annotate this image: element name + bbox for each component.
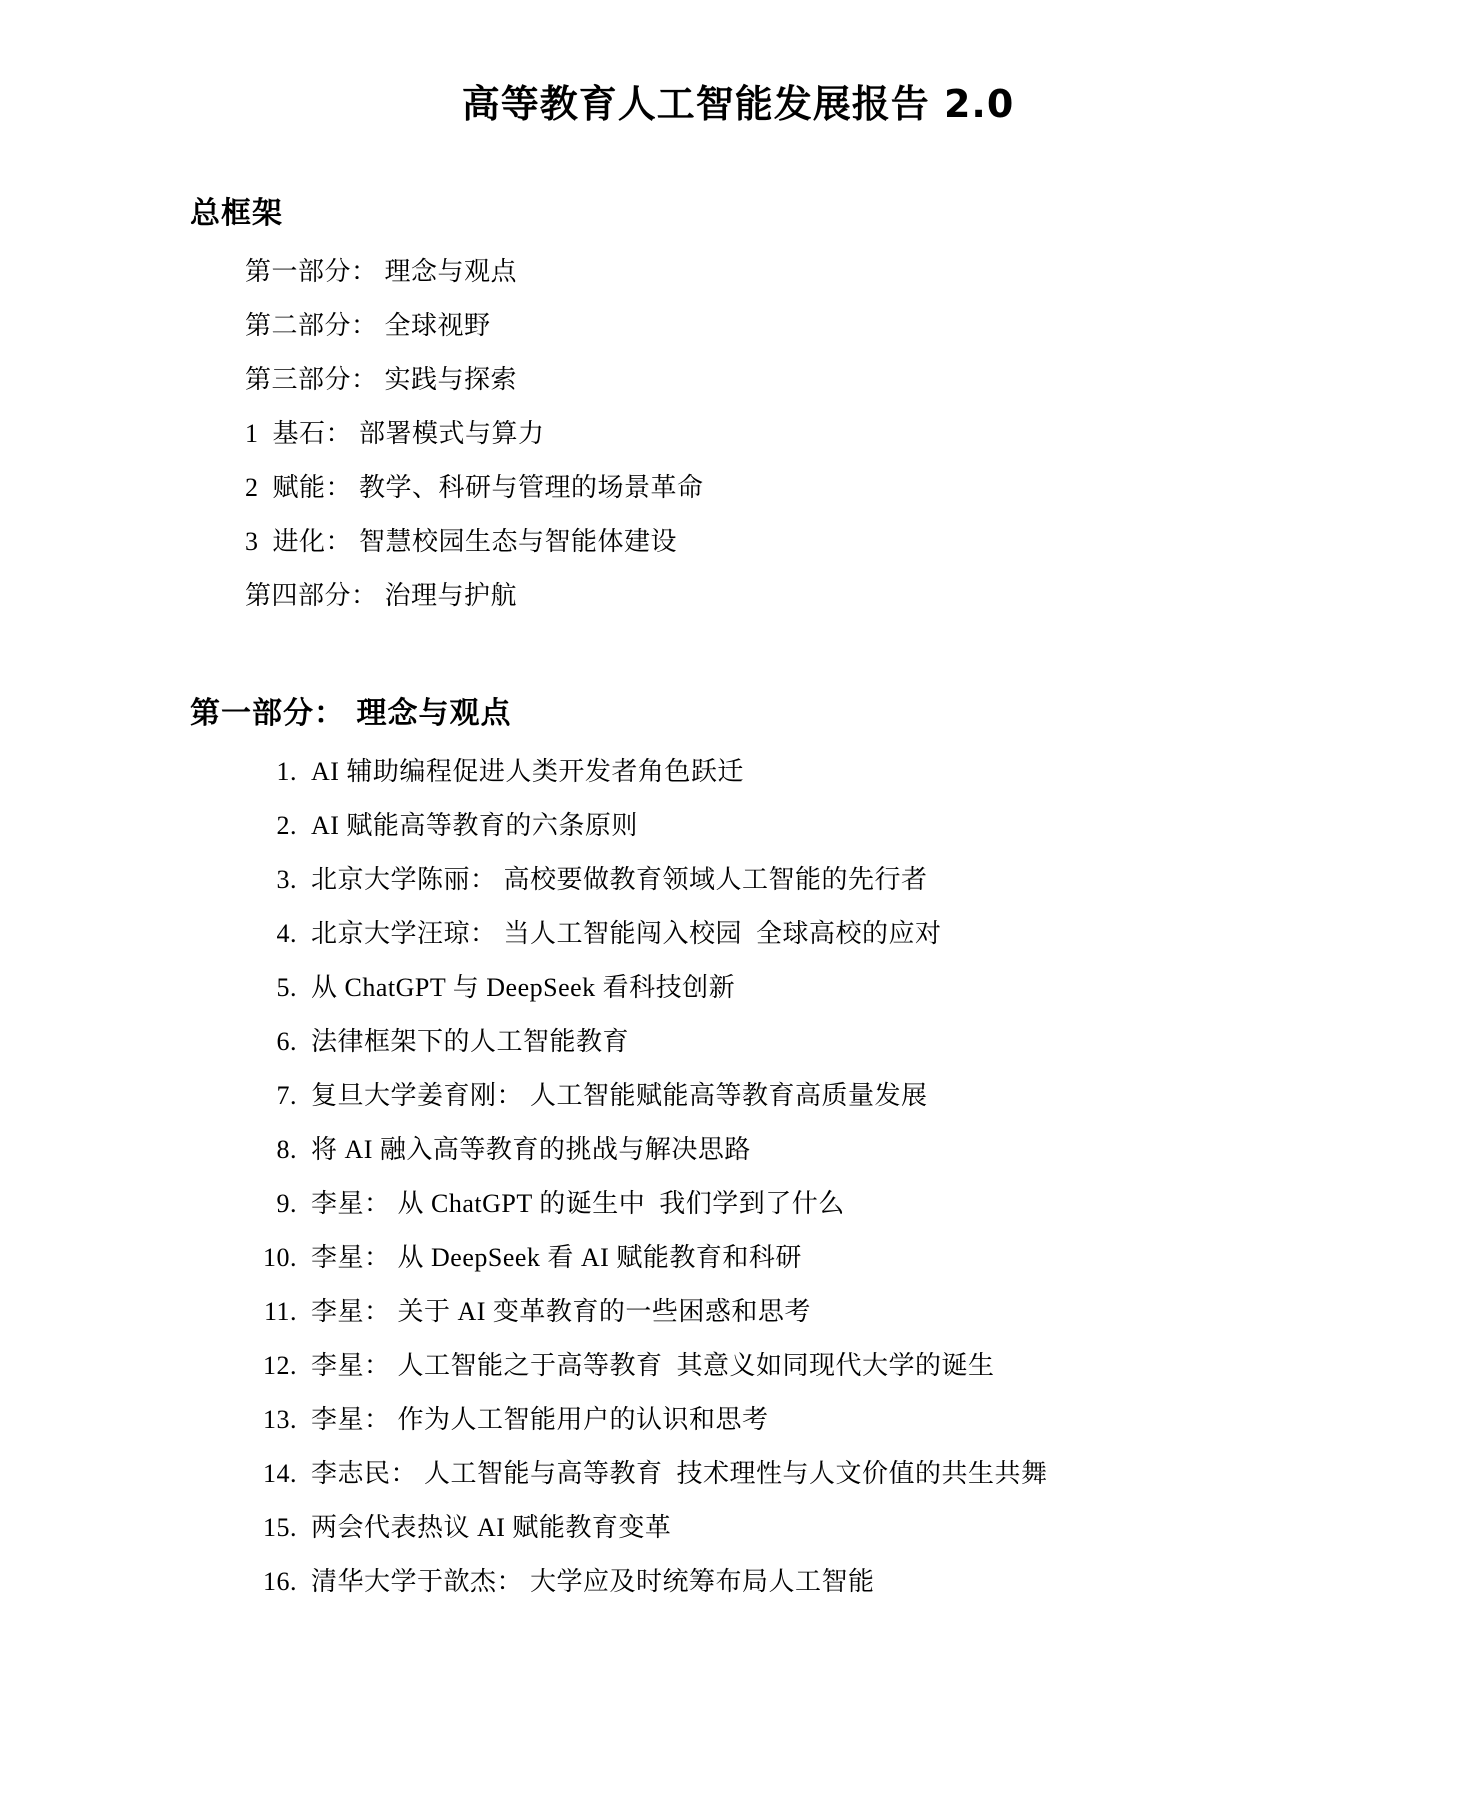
list-item [245,745,1326,799]
list-item [245,961,1326,1015]
list-item-label: 李星： 从 ChatGPT 的诞生中 我们学到了什么 [311,1189,845,1219]
list-item [245,799,1326,853]
list-item [245,907,1326,961]
list-item-index: 8. [276,1135,297,1165]
list-item-index: 7. [276,1081,297,1111]
page-title: 高等教育人工智能发展报告 2.0 [461,82,1015,126]
list-item-label: 李星： 作为人工智能用户的认识和思考 [311,1405,769,1435]
part-one-list [150,745,1326,1609]
list-item [245,1123,1326,1177]
list-item-label: 李星： 人工智能之于高等教育 其意义如同现代大学的诞生 [311,1351,995,1381]
list-item-label: 将 AI 融入高等教育的挑战与解决思路 [311,1135,751,1165]
list-item-label: 李志民： 人工智能与高等教育 技术理性与人文价值的共生共舞 [311,1459,1048,1489]
list-item-index: 13. [263,1405,297,1435]
list-item-label: 北京大学陈丽： 高校要做教育领域人工智能的先行者 [311,865,928,895]
list-item [245,1285,1326,1339]
list-item: 第一部分： 理念与观点 [245,257,518,287]
list-item [245,853,1326,907]
list-item-index: 6. [276,1027,297,1057]
list-item-index: 5. [276,973,297,1003]
list-item: 2 赋能： 教学、科研与管理的场景革命 [245,473,704,503]
list-item-index: 14. [263,1459,297,1489]
list-item: 第二部分： 全球视野 [245,311,491,341]
list-item-label: 李星： 从 DeepSeek 看 AI 赋能教育和科研 [311,1243,802,1273]
list-item: 第四部分： 治理与护航 [245,581,518,611]
list-item-index: 12. [263,1351,297,1381]
framework-list [150,245,1326,623]
list-item-index: 11. [263,1297,297,1327]
list-item-index: 9. [276,1189,297,1219]
section-heading-framework: 总框架 [190,196,283,232]
list-item: 3 进化： 智慧校园生态与智能体建设 [245,527,678,557]
list-item-label: 复旦大学姜育刚： 人工智能赋能高等教育高质量发展 [311,1081,928,1111]
list-item-index: 15. [263,1513,297,1543]
list-item-index: 3. [276,865,297,895]
list-item-index: 2. [276,811,297,841]
list-item-index: 1. [276,757,297,787]
list-item-label: 北京大学汪琼： 当人工智能闯入校园 全球高校的应对 [311,919,942,949]
list-item-label: AI 赋能高等教育的六条原则 [311,811,638,841]
list-item-label: 法律框架下的人工智能教育 [311,1027,630,1057]
list-item [245,1177,1326,1231]
list-item [245,1015,1326,1069]
list-item [245,1447,1326,1501]
list-item [245,1501,1326,1555]
list-item-index: 10. [263,1243,297,1273]
list-item: 1 基石： 部署模式与算力 [245,419,545,449]
list-item [245,1069,1326,1123]
list-item: 第三部分： 实践与探索 [245,365,518,395]
list-item-index: 16. [263,1567,297,1597]
list-item [245,1231,1326,1285]
list-item-label: 李星： 关于 AI 变革教育的一些困惑和思考 [311,1297,811,1327]
list-item-label: 从 ChatGPT 与 DeepSeek 看科技创新 [311,973,736,1003]
list-item-index: 4. [276,919,297,949]
list-item [245,1555,1326,1609]
list-item [245,1393,1326,1447]
list-item [245,1339,1326,1393]
list-item-label: 清华大学于歆杰： 大学应及时统筹布局人工智能 [311,1567,875,1597]
list-item-label: AI 辅助编程促进人类开发者角色跃迁 [311,757,744,787]
section-heading-part-one: 第一部分： 理念与观点 [190,696,512,732]
list-item-label: 两会代表热议 AI 赋能教育变革 [311,1513,672,1543]
